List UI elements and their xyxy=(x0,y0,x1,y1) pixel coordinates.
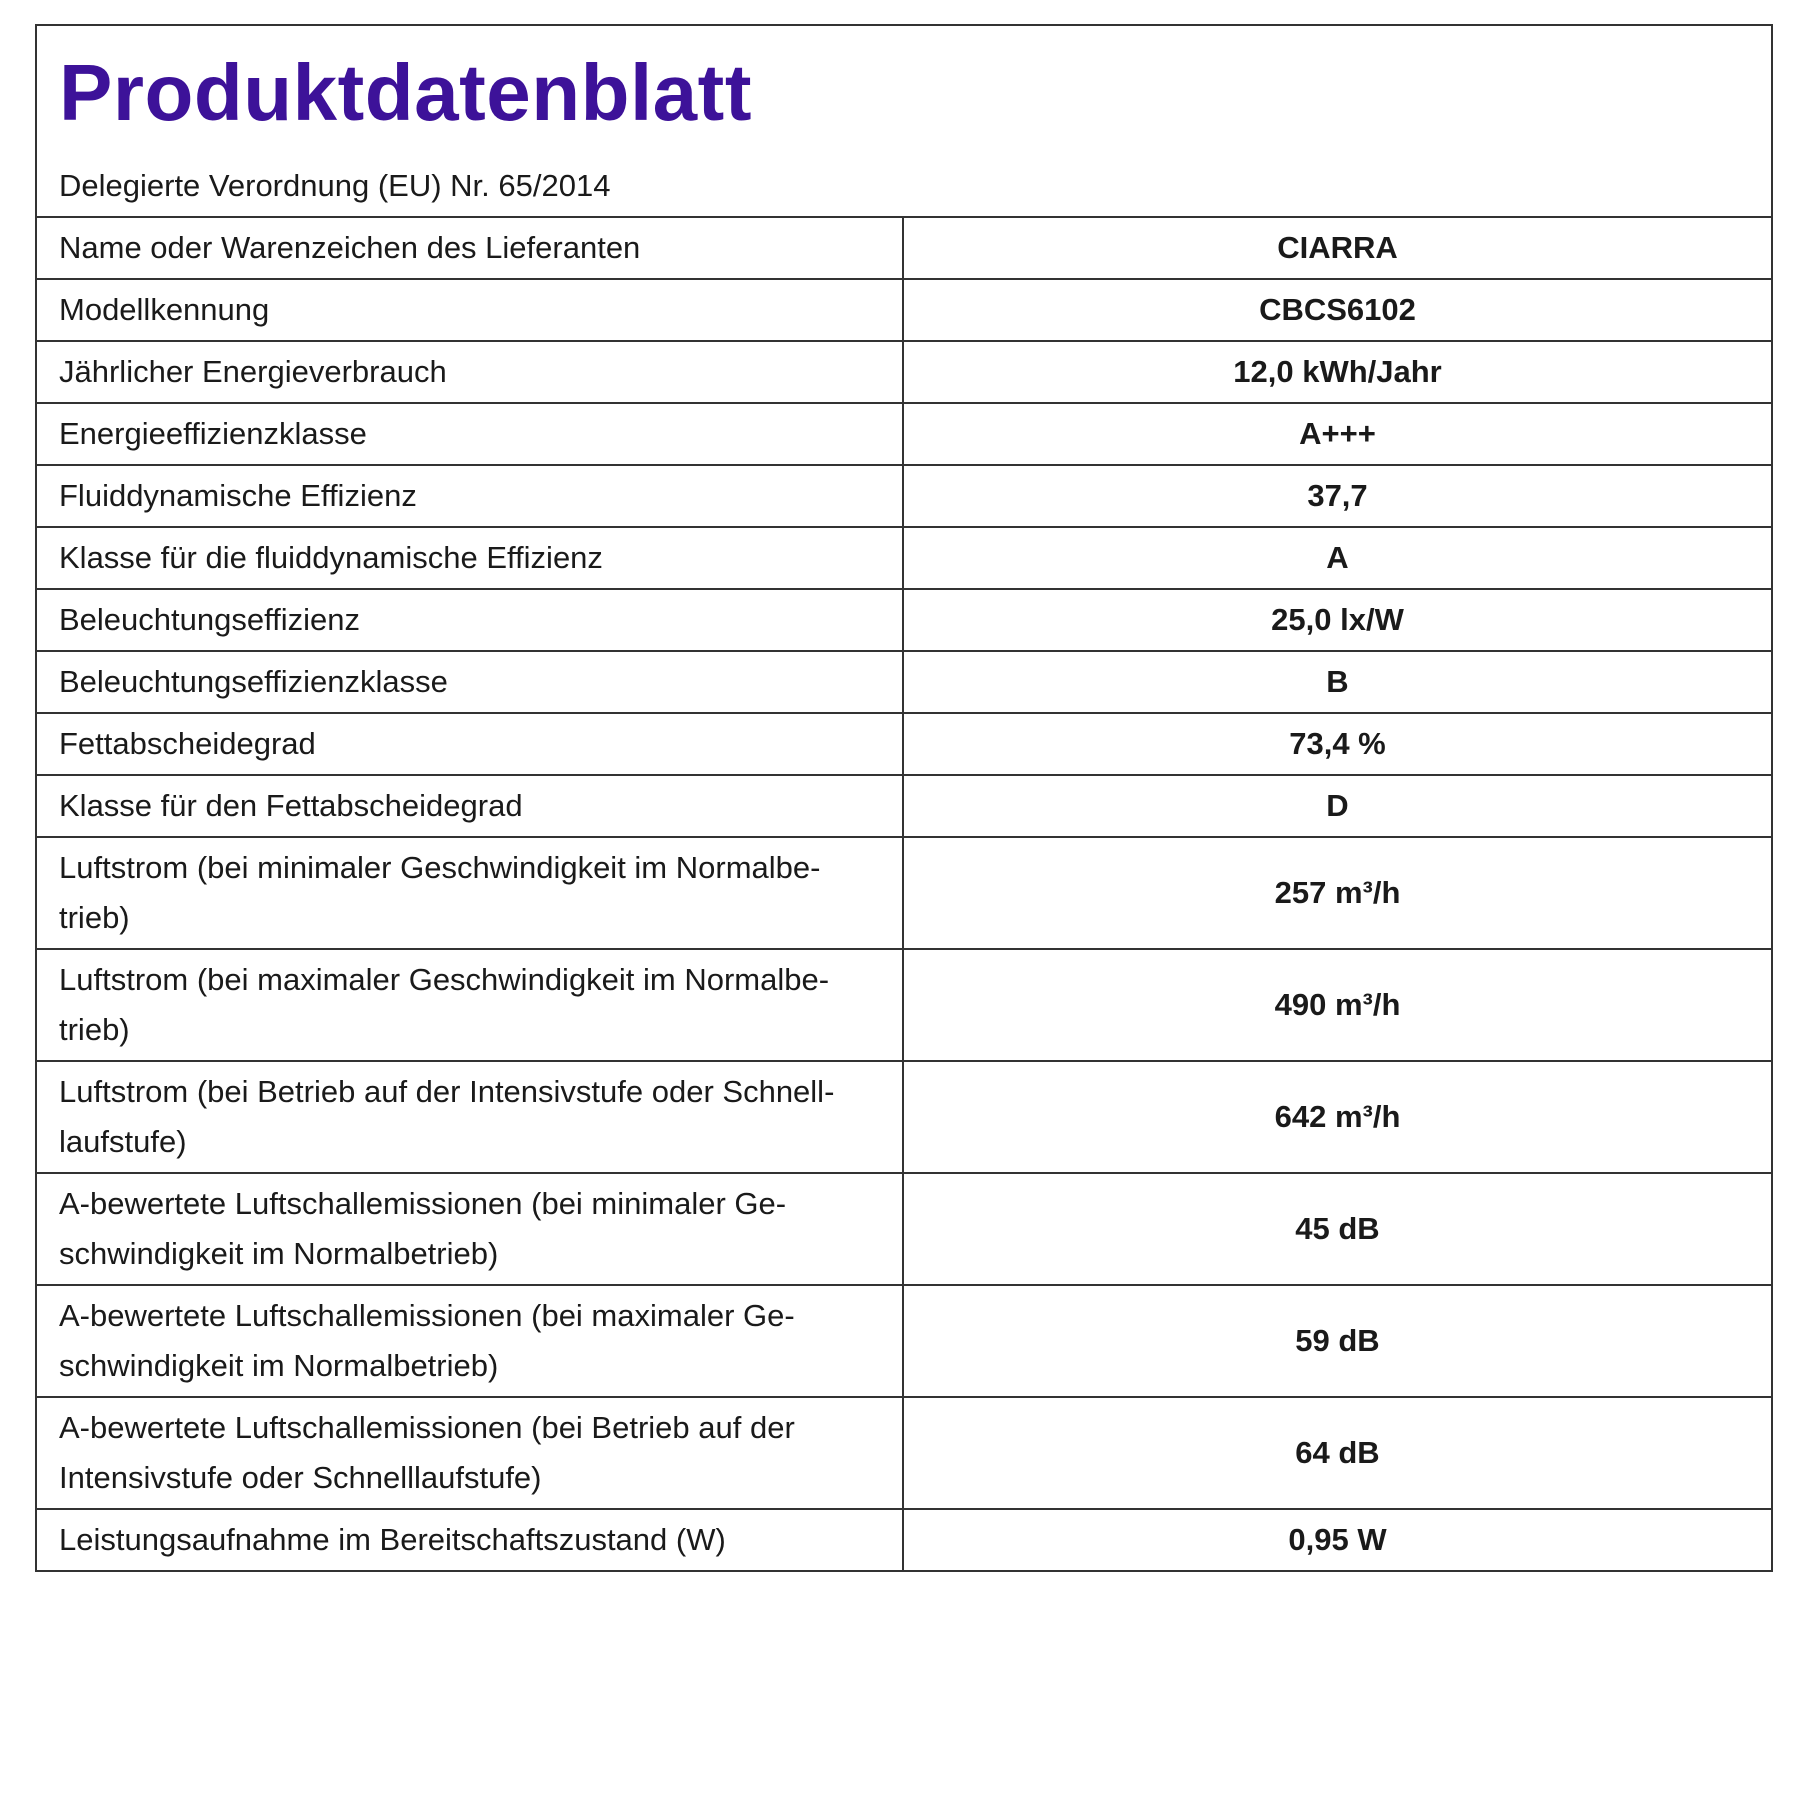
row-value: 0,95 W xyxy=(903,1509,1771,1570)
row-label: Name oder Warenzeichen des Lieferanten xyxy=(37,218,903,279)
row-value: A xyxy=(903,527,1771,589)
row-label: Luftstrom (bei minimaler Geschwindigkeit im Normalbe-trieb) xyxy=(37,837,903,949)
table-row-standby-power xyxy=(37,1509,1771,1570)
table-row-airflow-max xyxy=(37,949,1771,1061)
row-value: CIARRA xyxy=(1277,230,1398,265)
product-data-sheet xyxy=(35,24,1773,1572)
table-row-airflow-boost xyxy=(37,1061,1771,1173)
row-label: Modellkennung xyxy=(37,279,903,341)
row-label: Klasse für die fluiddynamische Effizienz xyxy=(37,527,903,589)
row-label: Beleuchtungseffizienzklasse xyxy=(37,651,903,713)
row-label: Beleuchtungseffizienz xyxy=(37,589,903,651)
row-label: Luftstrom (bei Betrieb auf der Intensivstufe oder Schnell-laufstufe) xyxy=(37,1061,903,1173)
row-value: CBCS6102 xyxy=(903,279,1771,341)
product-data-table xyxy=(37,218,1771,1570)
row-value: 45 dB xyxy=(903,1173,1771,1285)
sheet-header xyxy=(37,26,1771,218)
row-label: Jährlicher Energieverbrauch xyxy=(37,341,903,403)
row-value: 37,7 xyxy=(903,465,1771,527)
row-value: B xyxy=(903,651,1771,713)
regulation-subtitle: Delegierte Verordnung (EU) Nr. 65/2014 xyxy=(59,168,611,203)
row-value: 490 m³/h xyxy=(903,949,1771,1061)
row-label: Luftstrom (bei maximaler Geschwindigkeit im Normalbe-trieb) xyxy=(37,949,903,1061)
table-row-model xyxy=(37,279,1771,341)
row-value: A+++ xyxy=(903,403,1771,465)
row-value: 73,4 % xyxy=(903,713,1771,775)
table-row-noise-min xyxy=(37,1173,1771,1285)
table-row-airflow-min xyxy=(37,837,1771,949)
table-row-noise-boost xyxy=(37,1397,1771,1509)
table-row-lighting-efficiency xyxy=(37,589,1771,651)
table-row-grease-filtering xyxy=(37,713,1771,775)
table-row-energy-class xyxy=(37,403,1771,465)
table-row-supplier xyxy=(37,218,1771,279)
table-row-noise-max xyxy=(37,1285,1771,1397)
row-label: Klasse für den Fettabscheidegrad xyxy=(37,775,903,837)
table-row-lighting-efficiency-class xyxy=(37,651,1771,713)
row-label: Fluiddynamische Effizienz xyxy=(37,465,903,527)
row-value: 12,0 kWh/Jahr xyxy=(903,341,1771,403)
row-value: D xyxy=(903,775,1771,837)
row-label: Fettabscheidegrad xyxy=(37,713,903,775)
table-row-fluid-efficiency xyxy=(37,465,1771,527)
row-value: 64 dB xyxy=(903,1397,1771,1509)
table-row-grease-filtering-class xyxy=(37,775,1771,837)
row-value: 25,0 lx/W xyxy=(903,589,1771,651)
row-label: Leistungsaufnahme im Bereitschaftszustand (W) xyxy=(37,1509,903,1570)
row-value: 59 dB xyxy=(903,1285,1771,1397)
row-value: 257 m³/h xyxy=(903,837,1771,949)
row-label: Energieeffizienzklasse xyxy=(37,403,903,465)
table-row-fluid-efficiency-class xyxy=(37,527,1771,589)
row-label: A-bewertete Luftschallemissionen (bei Betrieb auf der Intensivstufe oder Schnelllaufstufe) xyxy=(37,1397,903,1509)
table-row-annual-energy xyxy=(37,341,1771,403)
row-label: A-bewertete Luftschallemissionen (bei maximaler Ge-schwindigkeit im Normalbetrieb) xyxy=(37,1285,903,1397)
row-value: 642 m³/h xyxy=(903,1061,1771,1173)
row-label: A-bewertete Luftschallemissionen (bei minimaler Ge-schwindigkeit im Normalbetrieb) xyxy=(37,1173,903,1285)
page-title: Produktdatenblatt xyxy=(59,48,752,137)
